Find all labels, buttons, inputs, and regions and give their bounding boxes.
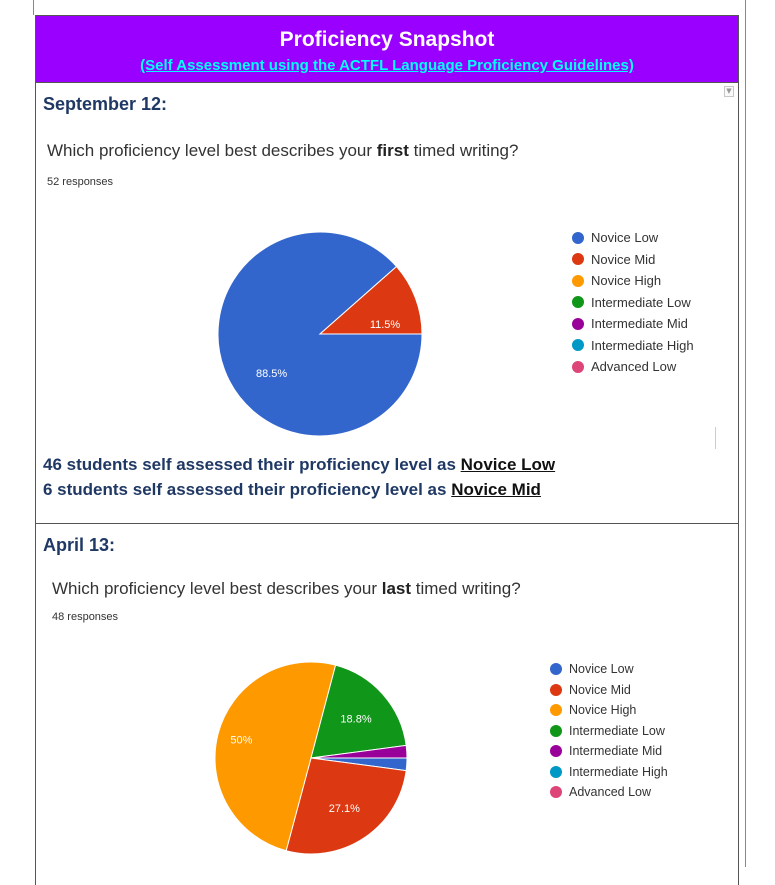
section1-question [47, 141, 518, 161]
legend-label: Novice High [569, 703, 637, 718]
legend-item [572, 335, 694, 357]
summary-line-1 [43, 452, 555, 477]
legend-label: Novice Mid [569, 682, 631, 697]
header-banner [36, 16, 738, 83]
question-text: Which proficiency level best describes your [47, 141, 377, 160]
page-title: Proficiency Snapshot [279, 28, 495, 51]
question-text-end: timed writing? [408, 141, 519, 160]
legend-label: Novice Low [591, 230, 659, 246]
chart-legend-2 [550, 659, 668, 803]
chevron-down-icon[interactable]: ▼ [724, 86, 734, 97]
question-emphasis: first [376, 141, 409, 160]
actfl-guidelines-link[interactable]: (Self Assessment using the ACTFL Language Proficiency Guidelines) [140, 57, 634, 74]
legend-swatch [550, 704, 562, 716]
legend-item [550, 680, 668, 701]
legend-item [572, 249, 694, 271]
legend-swatch [572, 275, 584, 287]
pie-chart-first-writing [196, 211, 446, 451]
section1-date: September 12: [43, 94, 168, 114]
legend-swatch [550, 725, 562, 737]
legend-swatch [572, 361, 584, 373]
legend-label: Intermediate Low [591, 294, 691, 310]
legend-label: Advanced Low [569, 785, 652, 800]
legend-swatch [572, 339, 584, 351]
legend-item [572, 227, 694, 249]
legend-label: Novice High [591, 273, 662, 289]
legend-label: Intermediate Mid [569, 744, 663, 759]
question-text: Which proficiency level best describes your [52, 579, 382, 598]
summary-text-2: 6 students self assessed their proficiency level as [43, 480, 452, 499]
slice-label-novice-mid: 11.5% [369, 319, 401, 331]
legend-item [550, 741, 668, 762]
legend-label: Advanced Low [591, 359, 677, 375]
pie-chart-last-writing [196, 646, 426, 871]
legend-swatch [572, 296, 584, 308]
legend-swatch [550, 684, 562, 696]
legend-swatch [572, 253, 584, 265]
legend-label: Novice Low [569, 662, 634, 677]
question-emphasis: last [381, 579, 412, 598]
legend-swatch [572, 232, 584, 244]
legend-item [550, 762, 668, 783]
legend-item [550, 721, 668, 742]
page-border-right [745, 0, 746, 867]
legend-item [550, 700, 668, 721]
summary-text-1: 46 students self assessed their proficiency level as [43, 455, 461, 474]
slice-label: 27.1% [328, 802, 360, 815]
legend-label: Novice Mid [591, 251, 656, 267]
section2-date: April 13: [43, 535, 116, 555]
legend-item [572, 292, 694, 314]
scrollbar-mark [715, 427, 716, 449]
legend-item [550, 782, 668, 803]
legend-label: Intermediate High [591, 337, 694, 353]
question-text-end: timed writing? [411, 579, 521, 598]
summary-line-2 [43, 477, 555, 502]
proficiency-table [35, 15, 739, 885]
legend-label: Intermediate Low [569, 723, 665, 738]
legend-item [550, 659, 668, 680]
chart-legend-1 [572, 227, 694, 378]
legend-swatch [550, 786, 562, 798]
section1-responses: 52 responses [47, 176, 114, 188]
slice-label: 18.8% [340, 713, 372, 726]
page-border-left [33, 0, 34, 15]
legend-label: Intermediate Mid [591, 316, 688, 332]
section2-responses: 48 responses [52, 611, 119, 623]
section-divider [36, 523, 738, 524]
legend-item [572, 270, 694, 292]
legend-swatch [550, 663, 562, 675]
slice-label-novice-low: 88.5% [256, 368, 288, 380]
slice-label: 50% [230, 734, 253, 747]
legend-swatch [550, 745, 562, 757]
legend-item [572, 356, 694, 378]
legend-label: Intermediate High [569, 764, 668, 779]
summary-level-link-2[interactable]: Novice Mid [451, 480, 541, 499]
section1-summary [43, 452, 555, 502]
legend-swatch [550, 766, 562, 778]
legend-item [572, 313, 694, 335]
legend-swatch [572, 318, 584, 330]
summary-level-link-1[interactable]: Novice Low [460, 455, 556, 474]
section2-question [52, 579, 521, 599]
